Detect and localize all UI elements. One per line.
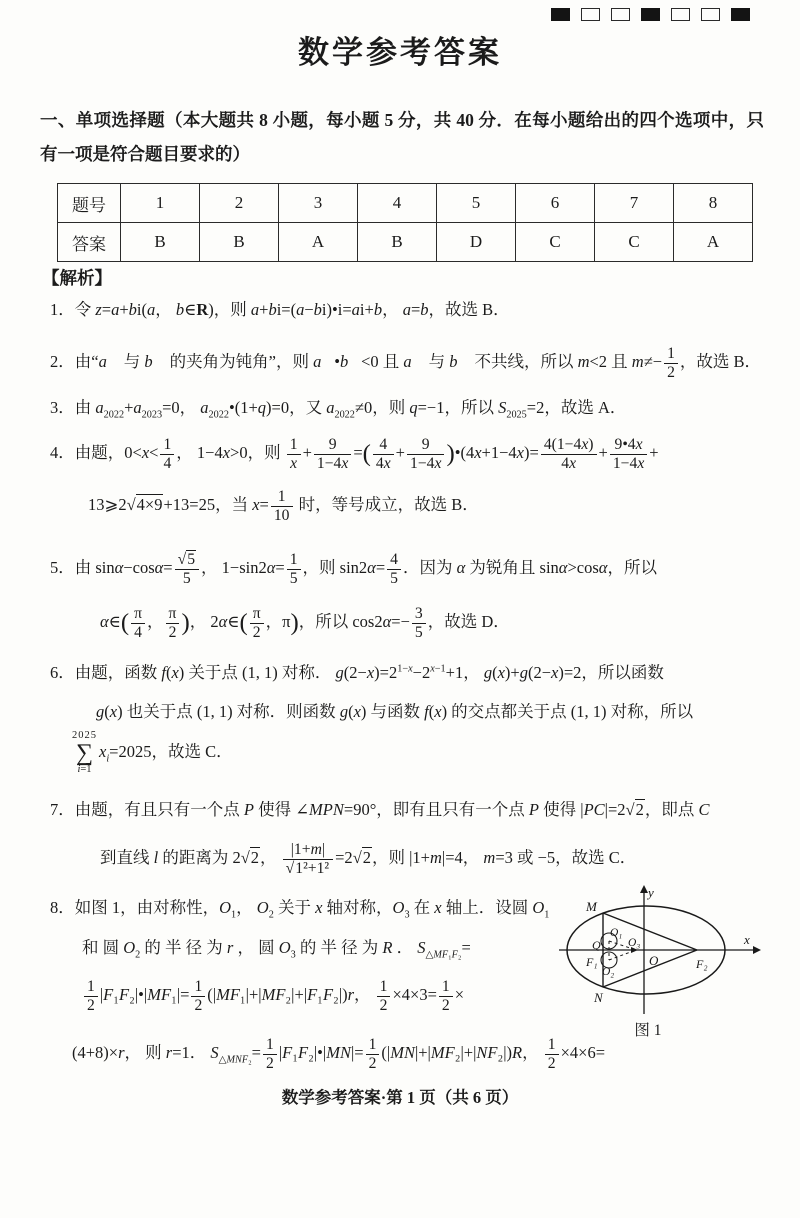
x-axis-arrow-icon	[753, 946, 761, 954]
solution-7-line-1: 7．由题，有且只有一个点 P 使得 ∠MPN=90°，即有且只有一个点 P 使得 |PC|=2 √ 2，即点 C	[50, 788, 709, 832]
registration-mark-icon	[641, 8, 660, 21]
solution-6-line-1: 6．由题，函数 f(x) 关于点 (1, 1) 对称． $g(2-x)=2^{1-x}-2^{x-1}+1$， g(x)+g(2−x)=2，所以函数	[50, 663, 664, 682]
label-O: O	[649, 953, 659, 968]
label-O3: O₃	[628, 937, 641, 949]
registration-mark-icon	[581, 8, 600, 21]
y-axis-arrow-icon	[640, 885, 648, 893]
label-F1: F₁	[586, 955, 598, 969]
label-x: x	[744, 932, 750, 947]
label-Q: Q	[592, 938, 601, 952]
solution-2-line-1: 2．由“a⃗ 与 b⃗ 的夹角为钝角”，则 a⃗•b⃗<0 且 a⃗ 与 b⃗ 不共线，所以 m<2 且 m≠− $\frac{1}{2}$ ，故选 B．	[50, 344, 762, 381]
solution-7-line-2: 到直线 l 的距离为 2 √ 2， |1+m| √ 1²+1² =2 √ 2，则 |1+m|=4， m=3 或 −5，故选 C．	[100, 836, 636, 880]
answer-cell: A	[279, 223, 358, 262]
solution-6-line-3: 2025 ∑ i=1 $x_i=2025$，故选 C．	[72, 729, 233, 776]
registration-mark-icon	[731, 8, 750, 21]
label-O2: O₂	[602, 966, 615, 978]
registration-mark-icon	[671, 8, 690, 21]
table-row-numbers	[58, 184, 753, 223]
question-number-cell: 3	[279, 184, 358, 223]
answer-cell: C	[595, 223, 674, 262]
solution-8-line-4: (4+8)×r， 则 r=1． $S_{\triangle MNF_2}=$ $\frac{1}{2}$ |F₁F₂|•|MN|= $\frac{1}{2}$ (|MN|+|MF₂|+|NF₂|)R， $\frac{1}{2}$ ×4×6=	[72, 1035, 605, 1072]
solution-5-line-2: α∈( $\frac{\pi}{4}$ ， $\frac{\pi}{2}$ )， 2α∈( $\frac{\pi}{2}$ ，π)，所以 cos2α=− $\frac{3}{5}$ ，故选 D．	[100, 604, 510, 641]
question-number-cell: 4	[358, 184, 437, 223]
answer-cell: D	[437, 223, 516, 262]
label-y: y	[648, 885, 654, 900]
page-title: 数学参考答案	[298, 35, 502, 70]
figure-1	[558, 884, 768, 1044]
section-heading: 一、单项选择题（本大题共 8 小题，每小题 5 分，共 40 分．在每小题给出的四个选项中，只有一项是符合题目要求的）	[40, 110, 764, 164]
label-F2: F₂	[696, 957, 708, 971]
solution-1-line-1: 1．令 z=a+bi(a， b∈R)，则 a+bi=(a−bi)•i=ai+b， a=b，故选 B．	[50, 300, 510, 319]
answer-cell: B	[121, 223, 200, 262]
answer-cell: C	[516, 223, 595, 262]
row-header-numbers: 题号	[58, 184, 121, 223]
solution-6-line-2: g(x) 也关于点 (1, 1) 对称．则函数 g(x) 与函数 f(x) 的交点都关于点 (1, 1) 对称，所以	[96, 702, 694, 721]
label-M: M	[586, 899, 597, 914]
question-number-cell: 7	[595, 184, 674, 223]
registration-mark-icon	[701, 8, 720, 21]
solution-3-line-1: 3．由 $a_{2022}+a_{2023}=0$， $a_{2022}•(1+q)=0$，又 $a_{2022}\ne 0$，则 q=−1，所以 $S_{2025}=2$，故选 A．	[50, 398, 627, 421]
solution-4-line-1: 4．由题，0<x< $\frac{1}{4}$ ， 1−4x>0，则 $\frac{1}{x}$ + $\frac{9}{1-4x}$ =( $\frac{4}{4x}$ + $\frac{9}{1-4x}$ )•(4x+1−4x)= $\frac{4(1-4x)}{4x}$ + $\frac{9•4x}{1-4x}$ +	[50, 435, 659, 472]
solution-8-line-2: 和 圆 $O_2$ 的 半 径 为 r ， 圆 $O_3$ 的 半 径 为 R ． $S_{\triangle MF_1F_2}=$	[82, 938, 471, 961]
row-header-answers: 答案	[58, 223, 121, 262]
answer-cell: B	[358, 223, 437, 262]
solution-4-line-2: 13⩾2 √ 4×9+13=25，当 x= $\frac{1}{10}$ 时，等号成立，故选 B．	[88, 483, 479, 527]
question-number-cell: 1	[121, 184, 200, 223]
question-number-cell: 6	[516, 184, 595, 223]
registration-mark-icon	[551, 8, 570, 21]
question-number-cell: 2	[200, 184, 279, 223]
answer-cell: A	[674, 223, 753, 262]
table-row-answers	[58, 223, 753, 262]
label-N: N	[594, 990, 603, 1005]
label-O1: O₁	[610, 927, 623, 939]
solution-8-line-1: 8．如图 1，由对称性，$O_1$， $O_2$ 关于 x 轴对称，$O_3$ 在 x 轴上．设圆 $O_1$	[50, 898, 550, 921]
answer-table	[57, 183, 753, 262]
answer-cell: B	[200, 223, 279, 262]
analysis-label: 【解析】	[42, 268, 112, 288]
question-number-cell: 8	[674, 184, 753, 223]
ellipse-diagram	[558, 884, 768, 1020]
figure-caption: 图 1	[634, 1022, 662, 1039]
registration-mark-icon	[611, 8, 630, 21]
header-marks	[551, 8, 750, 21]
solution-5-line-1: 5．由 sinα−cosα= √ $\frac{5}{5}$ ， 1−sin2α= $\frac{1}{5}$ ，则 sin2α= $\frac{4}{5}$ ．因为 α 为锐角且 sinα>cosα，所以	[50, 546, 657, 590]
solution-8-line-3: $\frac{1}{2}$ |F₁F₂|•|MF₁|= $\frac{1}{2}$ (|MF₁|+|MF₂|+|F₁F₂|)r， $\frac{1}{2}$ ×4×3= $\frac{1}{2}$ ×	[82, 973, 464, 1017]
question-number-cell: 5	[437, 184, 516, 223]
page-footer: 数学参考答案·第 1 页（共 6 页）	[281, 1088, 519, 1107]
